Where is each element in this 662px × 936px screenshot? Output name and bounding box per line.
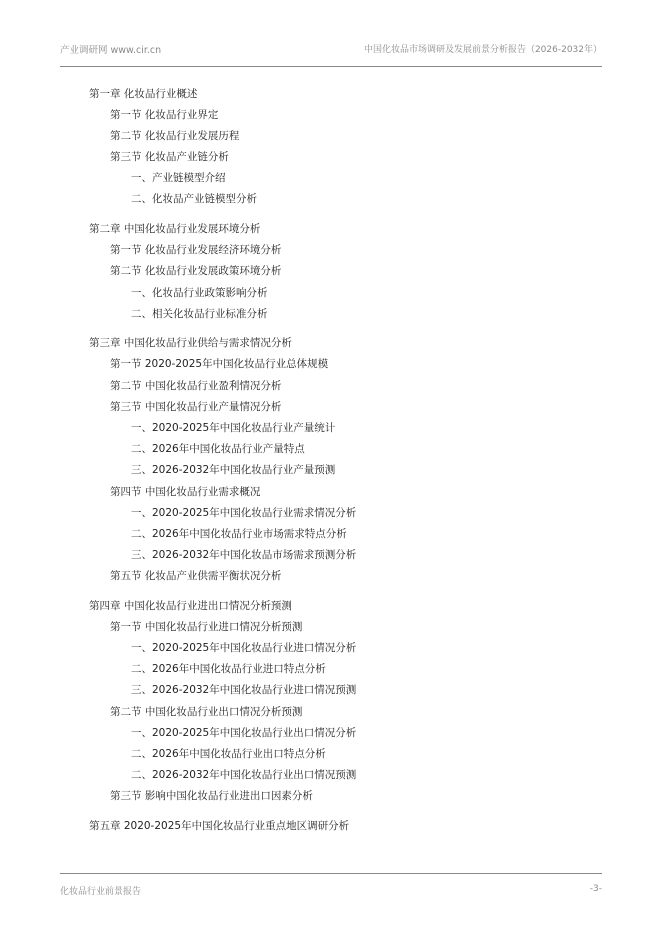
toc-chapter: 第四章 中国化妆品行业进出口情况分析预测 [89, 600, 292, 612]
toc-subsection: 三、2026-2032年中国化妆品行业进口情况预测 [131, 684, 357, 696]
toc-subsection: 二、2026-2032年中国化妆品行业出口情况预测 [131, 769, 357, 781]
toc-subsection: 二、2026年中国化妆品行业出口特点分析 [131, 748, 326, 760]
toc-section: 第五节 化妆品产业供需平衡状况分析 [110, 570, 282, 582]
toc-section: 第三节 化妆品产业链分析 [110, 151, 229, 163]
toc-section: 第三节 影响中国化妆品行业进出口因素分析 [110, 790, 313, 802]
report-title: 中国化妆品市场调研及发展前景分析报告（2026-2032年） [363, 45, 602, 55]
toc-subsection: 一、化妆品行业政策影响分析 [131, 287, 268, 299]
toc-subsection: 一、2020-2025年中国化妆品行业出口情况分析 [131, 727, 357, 739]
toc-section: 第二节 中国化妆品行业盈利情况分析 [110, 380, 282, 392]
toc-section: 第二节 中国化妆品行业出口情况分析预测 [110, 706, 303, 718]
toc-subsection: 一、2020-2025年中国化妆品行业需求情况分析 [131, 507, 357, 519]
toc-section: 第三节 中国化妆品行业产量情况分析 [110, 401, 282, 413]
toc-section: 第一节 中国化妆品行业进口情况分析预测 [110, 621, 303, 633]
toc-chapter: 第二章 中国化妆品行业发展环境分析 [89, 223, 261, 235]
toc-section: 第一节 化妆品行业发展经济环境分析 [110, 244, 282, 256]
toc-section: 第四节 中国化妆品行业需求概况 [110, 486, 261, 498]
toc-subsection: 一、2020-2025年中国化妆品行业产量统计 [131, 422, 336, 434]
toc-subsection: 三、2026-2032年中国化妆品市场需求预测分析 [131, 549, 357, 561]
toc-chapter: 第一章 化妆品行业概述 [89, 88, 198, 100]
toc-section: 第一节 2020-2025年中国化妆品行业总体规模 [110, 358, 329, 370]
site-name: 产业调研网 www.cir.cn [60, 45, 162, 56]
toc-subsection: 三、2026-2032年中国化妆品行业产量预测 [131, 464, 336, 476]
toc-section: 第一节 化妆品行业界定 [110, 109, 219, 121]
toc-subsection: 二、2026年中国化妆品行业市场需求特点分析 [131, 528, 347, 540]
toc-subsection: 二、2026年中国化妆品行业进口特点分析 [131, 663, 326, 675]
toc-chapter: 第五章 2020-2025年中国化妆品行业重点地区调研分析 [89, 820, 350, 832]
toc-section: 第二节 化妆品行业发展历程 [110, 130, 240, 142]
page-header [60, 40, 602, 67]
toc-subsection: 二、化妆品产业链模型分析 [131, 193, 257, 205]
toc-subsection: 二、相关化妆品行业标准分析 [131, 308, 268, 320]
footer-label: 化妆品行业前景报告 [60, 887, 142, 897]
toc-section: 第二节 化妆品行业发展政策环境分析 [110, 265, 282, 277]
toc-subsection: 一、2020-2025年中国化妆品行业进口情况分析 [131, 642, 357, 654]
page-number: -3- [589, 884, 602, 894]
toc-chapter: 第三章 中国化妆品行业供给与需求情况分析 [89, 337, 292, 349]
toc-subsection: 一、产业链模型介绍 [131, 172, 226, 184]
page-footer [60, 873, 602, 904]
toc-subsection: 二、2026年中国化妆品行业产量特点 [131, 443, 305, 455]
